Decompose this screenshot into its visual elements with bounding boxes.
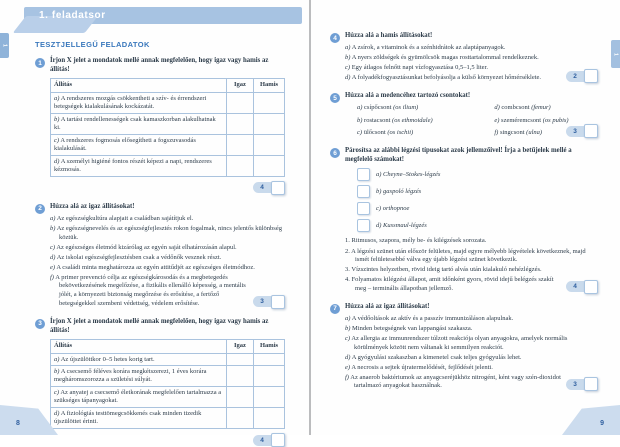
statement-cell [51,387,227,408]
task-5 [330,92,598,139]
true-answer-cell[interactable] [227,366,254,387]
task-2 [35,203,285,310]
item-text: Az egészségkultúra alapjait a családban sajátítjuk el. [56,214,194,222]
table-row [51,354,285,366]
item-text: Minden betegségnek van lappangási szakasza. [352,324,473,332]
page-number-left: 8 [16,420,20,427]
underline-option[interactable] [345,354,598,363]
task-2-number-badge: 2 [35,204,45,214]
statement-column-header: Állítás [51,339,227,353]
item-label: c) [345,335,351,343]
page-corner-decoration [562,405,620,435]
item-text: Egy átlagos felnőtt napi vízfogyasztása 0,5–1,5 liter. [351,64,488,72]
score-widget [253,433,285,447]
false-answer-cell[interactable] [254,93,285,114]
statement-text: A személyi higiéné fontos részét képezi a napi, rendszeres kézmosás. [54,157,212,173]
match-option [357,219,598,232]
item-label: d) [494,104,500,112]
definition-item [345,276,564,293]
statement-text: A tartási rendellenességek csak kamaszkorban alakulhatnak ki. [54,115,216,132]
item-label: c) [50,243,56,251]
item-text: Az anaerob baktériumok az anyagcseréjükhöz nitrogént, ként vagy szén-dioxidot tartalmazó anyagokat használnak. [350,373,561,390]
statement-cell [51,93,227,114]
item-label: f) [345,373,349,381]
item-text: A primer prevenció célja az egészségkárosodás és a megbetegedés bekövetkezésének megelőzése, a fizikális ellenálló képesség, a mentális jólét, a környezeti biztonság megőrzése és erősítése, a fertőző betegségekkel szembeni védettség, védelem erősítése. [55,273,246,307]
definition-text: Folyamatos kilégzési állapot, amit időnként gyors, rövid idejű belégzés szakít meg – terminális állapotban jellemző. [351,276,554,292]
underline-option[interactable] [50,215,285,224]
breathing-type: Cheyne–Stokes-légzés [383,171,441,179]
definition-item [345,237,598,246]
bone-name: csípőcsont [364,104,392,112]
score-widget [253,295,285,309]
task-3-number-badge: 3 [35,319,45,329]
true-answer-cell[interactable] [227,114,254,135]
right-page [310,0,620,435]
definition-number: 4. [345,276,350,284]
max-score-value: 4 [566,281,584,292]
score-widget [253,181,285,195]
false-answer-cell[interactable] [254,366,285,387]
max-score-value: 4 [253,182,271,193]
statement-text: A fiziológiás testtömegcsökkenés csak minden tizedik újszülöttet érinti. [54,409,202,426]
item-label: b) [345,54,351,62]
underline-option[interactable] [345,64,598,73]
statement-text: A rendszeres mozgás csökkentheti a szív- és érrendszeri betegségek kialakulásának kockázatát. [54,94,207,111]
statement-cell [51,156,227,177]
bone-latin-name: (os ilium) [393,104,419,112]
item-text: A folyadékfogyasztásunkat befolyásolja a külső környezet hőmérséklete. [351,74,542,82]
bone-option[interactable] [357,129,494,138]
item-label: a) [54,355,60,363]
task-7-body [345,303,598,393]
underline-option[interactable] [345,374,564,391]
item-label: d) [345,353,351,361]
match-option-text [376,171,440,178]
score-input-box[interactable] [584,280,598,294]
false-answer-cell[interactable] [254,135,285,156]
item-label: e) [50,263,56,271]
task-7-number-badge: 7 [330,304,340,314]
item-label: b) [54,367,60,375]
breathing-type: Kussmaul-légzés [383,222,427,230]
true-answer-cell[interactable] [227,387,254,408]
statement-cell [51,366,227,387]
statement-cell [51,354,227,366]
item-text: A családi minta meghatározza az egyén attitűdjét az egészséges életmódhoz. [56,263,255,271]
max-score-value: 4 [253,435,271,446]
true-column-header: Igaz [227,339,254,353]
score-widget [566,280,598,294]
table-row [51,135,285,156]
definition-text: Ritmusos, szapora, mély be- és kilégzések sorozata. [351,237,487,245]
task-6-body [345,147,598,294]
task-3-body [50,318,285,447]
task-3-instruction: Írjon X jelet a mondatok mellé annak megfelelően, hogy igaz vagy hamis az állítás! [50,317,269,334]
underline-option[interactable] [345,364,598,373]
item-label: f) [50,273,54,281]
item-label: a) [54,94,60,102]
item-label: c) [345,64,351,72]
task-1-instruction: Írjon X jelet a mondatok mellé annak megfelelően, hogy igaz vagy hamis az állítás! [50,57,269,73]
task-1 [35,57,285,195]
statement-text: A rendszeres fogmosás elősegítheti a fogszuvasodás kialakulását. [54,136,196,153]
score-input-box[interactable] [271,295,285,309]
bone-latin-name: (os ischii) [387,129,414,137]
statement-column-header: Állítás [51,78,227,92]
task-4-number-badge: 4 [330,33,340,43]
task-2-instruction: Húzza alá az igaz állításokat! [50,202,135,210]
score-widget [566,377,598,391]
bone-option[interactable] [494,104,598,113]
true-answer-cell[interactable] [227,135,254,156]
table-row [51,366,285,387]
statement-cell [51,408,227,429]
task-5-body [345,92,598,139]
item-text: Az egészséges életmód kizárólag az egyén saját elhatározásán alapul. [56,243,237,251]
underline-option[interactable] [345,315,598,324]
task-1-number-badge: 1 [35,58,45,68]
left-page-content [35,40,285,447]
item-label: b) [345,324,351,332]
answer-input-box[interactable] [357,168,370,181]
true-answer-cell[interactable] [227,156,254,177]
score-input-box[interactable] [584,377,598,391]
task-4 [330,32,598,84]
match-option-text [376,188,421,195]
score-widget [566,69,598,83]
item-text: A zsírok, a vitaminok és a szénhidrátok az alaptápanyagok. [351,43,506,51]
false-answer-cell[interactable] [254,114,285,135]
item-label: a) [345,314,351,322]
answer-input-box[interactable] [357,202,370,215]
item-label: b) [50,224,56,232]
true-answer-cell[interactable] [227,408,254,429]
item-label: d) [54,409,60,417]
page-number-right: 9 [600,420,604,427]
item-text: A necrosis a sejtek újratermelődését, fejlődését jelenti. [351,363,493,371]
item-label: a) [376,171,382,179]
match-option [357,185,598,198]
item-text: A nyers zöldségek és gyümölcsök magas rosttartalommal rendelkeznek. [351,54,539,62]
item-label: d) [376,222,382,230]
task-5-number-badge: 5 [330,93,340,103]
item-text: Az allergia az immunrendszer túlzott reakciója olyan anyagokra, amelyek normális körülmények között nem váltanak ki semmilyen reakciót. [351,335,568,351]
definition-number: 1. [345,237,350,245]
bone-option[interactable] [357,117,494,126]
match-option [357,168,598,181]
item-label: e) [494,116,500,124]
underline-option[interactable] [50,225,285,242]
bone-latin-name: (ulna) [526,129,543,137]
underline-option[interactable] [345,335,598,352]
false-column-header: Hamis [254,78,285,92]
item-label: c) [54,136,60,144]
task-3-true-false-table [50,339,285,430]
true-answer-cell[interactable] [227,93,254,114]
task-1-true-false-table [50,78,285,177]
bone-option[interactable] [357,104,494,113]
score-widget [566,124,598,138]
task-3 [35,318,285,447]
underline-option[interactable] [345,54,598,63]
statement-text: Az anyatej a csecsemő életkorának megfelelően tartalmazza a szükséges tápanyagokat. [54,388,222,405]
statement-cell [51,114,227,135]
match-option-text [376,222,427,229]
false-column-header: Hamis [254,339,285,353]
chapter-banner [24,7,302,24]
task-1-score-row [50,181,285,195]
item-label: c) [54,388,60,396]
bone-name: rostacsont [364,116,391,124]
task-1-body [50,57,285,195]
statement-text: A csecsemő féléves korára megkétszerezi, 1 éves korára megháromszorozza a születési súlyát. [54,367,207,384]
true-column-header: Igaz [227,78,254,92]
breathing-type: gaspoló légzés [383,188,422,196]
table-row [51,93,285,114]
false-answer-cell[interactable] [254,156,285,177]
true-answer-cell[interactable] [227,354,254,366]
item-label: b) [357,116,363,124]
item-label: c) [376,205,382,213]
chapter-banner-title: 1. feladatsor [39,10,106,21]
item-label: a) [345,43,351,51]
underline-option[interactable] [50,254,285,263]
task-6-instruction: Párosítsa az alábbi légzési típusokat azok jellemzőivel! Írja a betűjelek mellé a megfelelő számokat! [345,147,572,164]
item-label: d) [345,74,351,82]
left-edge-tab-label: 1 [1,44,8,47]
underline-option[interactable] [50,264,285,273]
false-answer-cell[interactable] [254,354,285,366]
item-label: c) [357,129,363,137]
max-score-value: 3 [253,296,271,307]
score-input-box[interactable] [271,181,285,195]
item-text: A gyógyulási szakaszban a kimenetel csak teljes gyógyulás lehet. [351,353,522,361]
definition-item [345,266,598,275]
definition-number: 2. [345,247,350,255]
task-6 [330,147,598,294]
definition-text: A légzési szünet után először felületes, majd egyre mélyebb légvételek következnek, majd ismét felületesebbé válva egy újabb légzési szünet következik. [351,247,586,264]
section-title: TESZTJELLEGŰ FELADATOK [35,40,150,49]
item-label: a) [357,104,363,112]
bone-latin-name: (os pubis) [542,116,569,124]
item-label: d) [50,253,56,261]
task-4-instruction: Húzza alá a hamis állításokat! [345,32,433,39]
left-page [0,0,310,444]
bone-name: singcsont [499,129,525,137]
bone-option[interactable] [494,129,564,138]
false-answer-cell[interactable] [254,387,285,408]
item-text: Az iskolai egészségfejlesztésben csak a védőnők vesznek részt. [56,253,222,261]
right-page-content [330,32,598,392]
task-3-score-row [50,433,285,447]
bone-latin-name: (os ethmoidale) [392,116,433,124]
bone-name: ülőcsont [363,129,386,137]
answer-input-box[interactable] [357,219,370,232]
underline-option[interactable] [50,244,285,253]
answer-input-box[interactable] [357,185,370,198]
underline-option[interactable] [345,74,564,83]
task-7-instruction: Húzza alá az igaz állításokat! [345,302,430,310]
item-label: a) [50,214,56,222]
score-input-box[interactable] [271,433,285,447]
statement-text: Az újszülöttkor 0–5 hetes korig tart. [60,355,155,363]
bone-options-grid [357,104,598,139]
task-6-number-badge: 6 [330,148,340,158]
max-score-value: 3 [566,126,584,137]
task-7 [330,303,598,393]
right-edge-tab-label: 1 [612,52,619,56]
max-score-value: 3 [566,379,584,390]
left-edge-tab [0,33,9,58]
match-option-text [376,205,409,212]
task-2-body [50,203,285,310]
underline-option[interactable] [345,44,598,53]
table-row [51,156,285,177]
score-input-box[interactable] [584,124,598,138]
bone-name: szeméremcsont [501,116,542,124]
item-label: e) [345,363,351,371]
table-row [51,387,285,408]
definition-number: 3. [345,266,350,274]
definitions-list [345,237,598,293]
item-text: A védőoltások az aktív és a passzív immunizáláson alapulnak. [351,314,514,322]
right-edge-tab [611,40,620,68]
underline-option[interactable] [50,274,251,308]
definition-text: Vízszintes helyzetben, rövid ideig tartó alvás után kialakuló nehézlégzés. [351,266,542,274]
item-label: d) [54,157,60,165]
item-label: f) [494,129,499,137]
bone-name: combcsont [501,104,530,112]
table-row [51,408,285,429]
item-label: b) [376,188,382,196]
bone-latin-name: (femur) [531,104,551,112]
table-row [51,114,285,135]
score-input-box[interactable] [584,69,598,83]
false-answer-cell[interactable] [254,408,285,429]
definition-item [345,248,598,265]
max-score-value: 2 [566,71,584,82]
breathing-type: orthopnoe [382,205,410,213]
table-header-row [51,78,285,92]
match-option [357,202,598,215]
task-4-body [345,32,598,84]
item-label: b) [54,115,60,123]
table-header-row [51,339,285,353]
statement-cell [51,135,227,156]
underline-option[interactable] [345,325,598,334]
task-5-instruction: Húzza alá a medencéhez tartozó csontokat! [345,92,471,100]
item-text: Az egészségnevelés és az egészségfejlesztés rokon fogalmak, nincs jelentős különbség köztük. [56,224,282,241]
